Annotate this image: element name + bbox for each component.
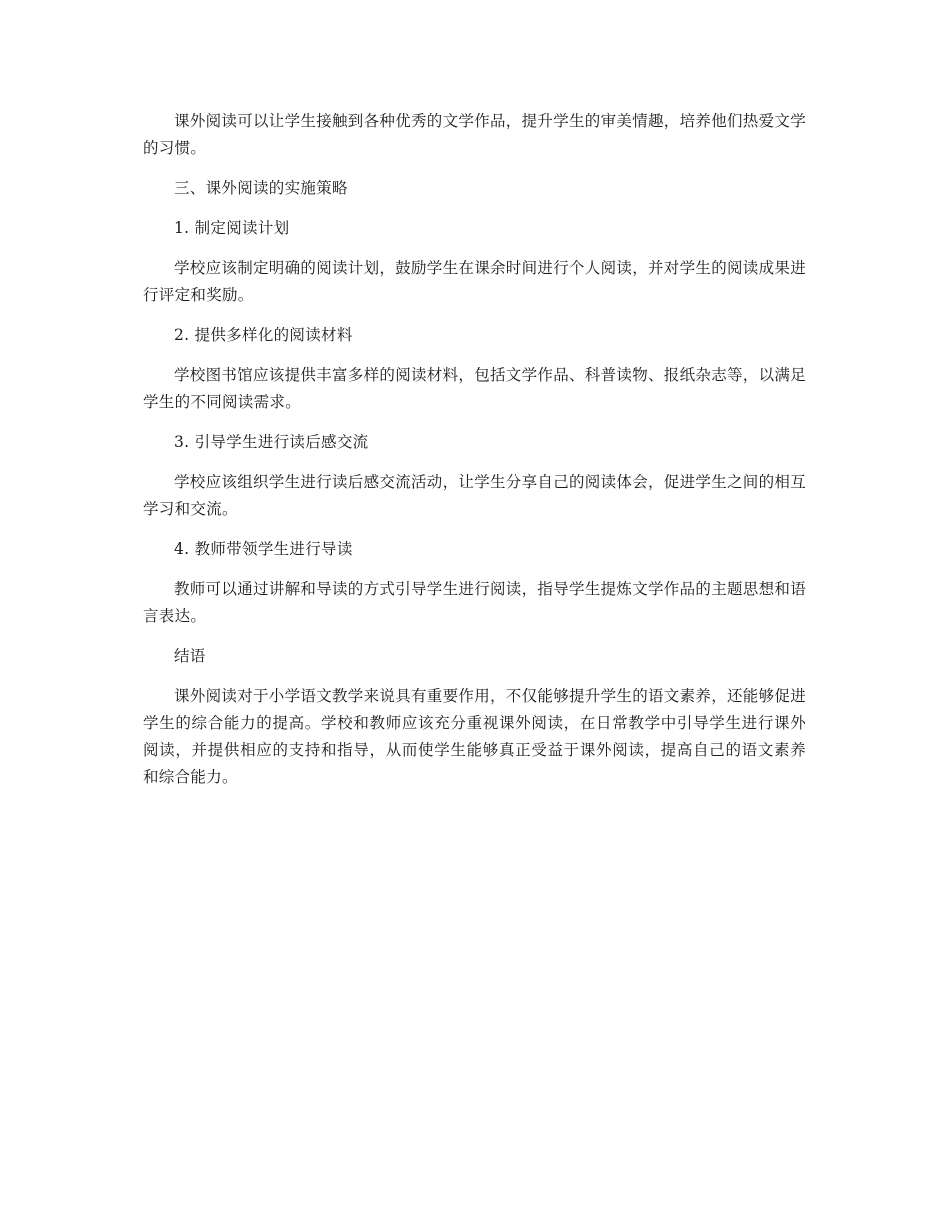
paragraph-reading-plan: 学校应该制定明确的阅读计划，鼓励学生在课余时间进行个人阅读，并对学生的阅读成果进行评定和奖励。 [143,259,807,304]
subheading-reading-materials: 2. 提供多样化的阅读材料 [174,326,353,344]
paragraph-reflection-exchange: 学校应该组织学生进行读后感交流活动，让学生分享自己的阅读体会，促进学生之间的相互学习和交流。 [143,473,807,518]
section-heading-conclusion: 结语 [174,647,206,665]
paragraph-aesthetic-benefit: 课外阅读可以让学生接触到各种优秀的文学作品，提升学生的审美情趣，培养他们热爱文学的习惯。 [143,112,807,157]
paragraph-conclusion: 课外阅读对于小学语文教学来说具有重要作用，不仅能够提升学生的语文素养，还能够促进学生的综合能力的提高。学校和教师应该充分重视课外阅读，在日常教学中引导学生进行课外阅读，并提供相应的支持和指导，从而使学生能够真正受益于课外阅读，提高自己的语文素养和综合能力。 [143,687,807,786]
subheading-reading-plan: 1. 制定阅读计划 [174,219,290,237]
paragraph-guided-reading: 教师可以通过讲解和导读的方式引导学生进行阅读，指导学生提炼文学作品的主题思想和语言表达。 [143,580,807,625]
document-body [143,108,806,804]
subheading-reflection-exchange: 3. 引导学生进行读后感交流 [174,433,369,451]
section-heading-strategies: 三、课外阅读的实施策略 [174,179,348,197]
paragraph-reading-materials: 学校图书馆应该提供丰富多样的阅读材料，包括文学作品、科普读物、报纸杂志等，以满足学生的不同阅读需求。 [143,366,807,411]
subheading-guided-reading: 4. 教师带领学生进行导读 [174,540,353,558]
